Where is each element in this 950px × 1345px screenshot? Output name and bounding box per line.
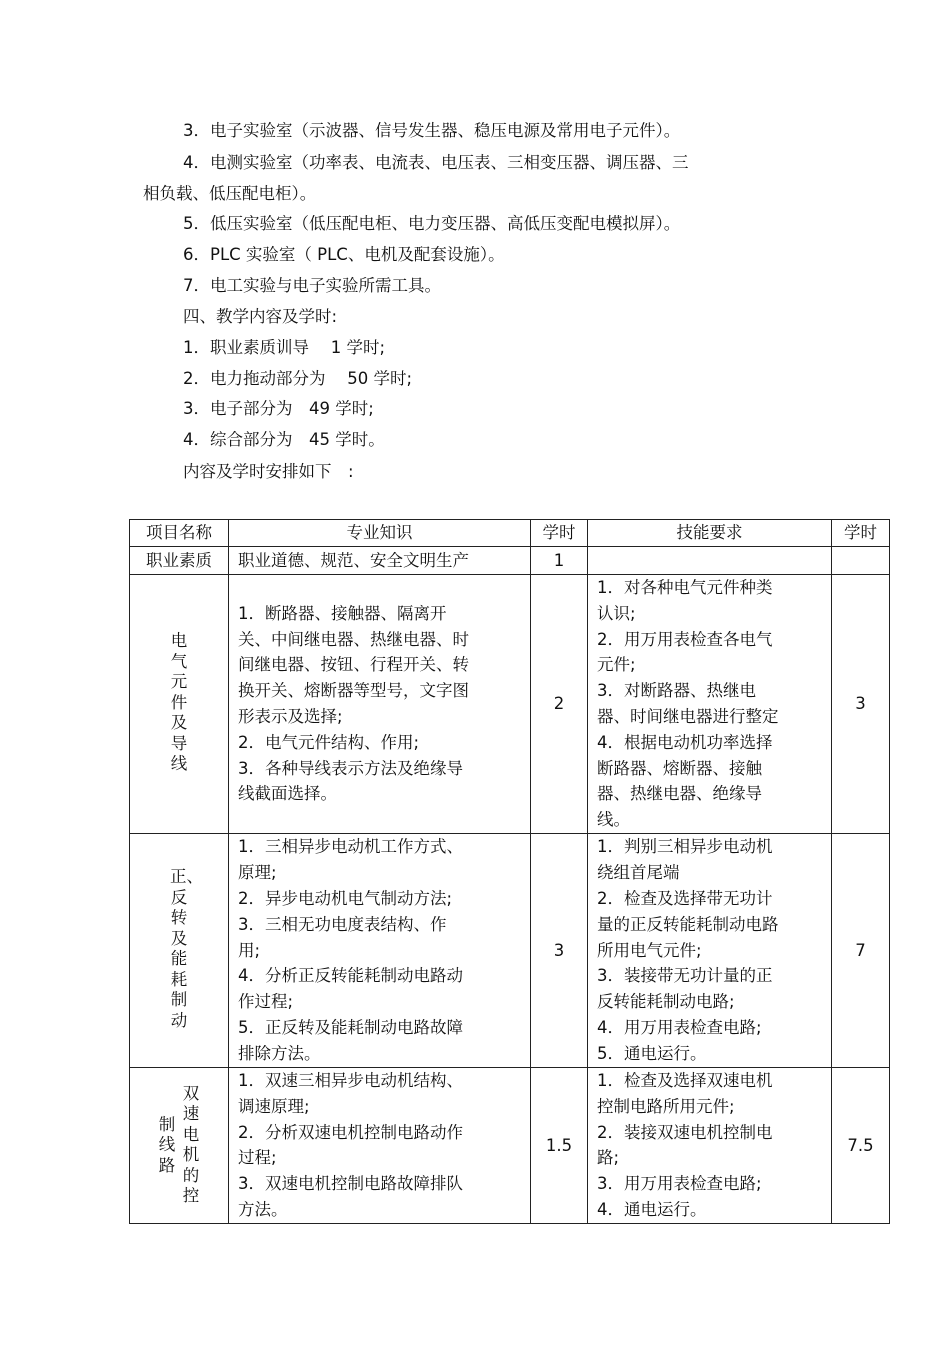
- intro-line-6: 7．电工实验与电子实验所需工具。: [183, 276, 441, 295]
- header-skills: 技能要求: [588, 520, 832, 547]
- cell-line: 间继电器、按钮、行程开关、转: [238, 655, 469, 675]
- hours-item-4: 4．综合部分为 45 学时。: [183, 430, 385, 449]
- cell-line: 线。: [597, 810, 630, 830]
- table-intro: 内容及学时安排如下 :: [183, 462, 354, 481]
- cell-line: 作过程;: [238, 992, 294, 1012]
- row2-name-text: 电气元件及导线: [170, 631, 188, 774]
- cell-line: 原理;: [238, 863, 277, 883]
- cell-line: 方法。: [238, 1200, 288, 1220]
- row3-hours: 3: [531, 833, 588, 1067]
- table-row: [130, 547, 890, 575]
- header-hours: 学时: [531, 520, 588, 547]
- cell-line: 器、时间继电器进行整定: [597, 706, 779, 726]
- schedule-table: [129, 519, 890, 1224]
- row4-name: [130, 1067, 229, 1223]
- cell-line: 2．用万用表检查各电气: [597, 629, 773, 649]
- cell-line: 3．用万用表检查电路;: [597, 1174, 762, 1194]
- cell-line: 关、中间继电器、热继电器、时: [238, 629, 469, 649]
- intro-line-5: 6．PLC 实验室（ PLC、电机及配套设施）。: [183, 245, 505, 264]
- cell-line: 4．根据电动机功率选择: [597, 732, 773, 752]
- row4-skills: [588, 1067, 832, 1223]
- table-row: [130, 833, 890, 1067]
- hours-item-1: 1．职业素质训导 1 学时;: [183, 338, 386, 357]
- table-row: [130, 1067, 890, 1223]
- row2-name: [130, 575, 229, 834]
- intro-line-2: 4．电测实验室（功率表、电流表、电压表、三相变压器、调压器、三: [183, 153, 689, 172]
- cell-line: 1．双速三相异步电动机结构、: [238, 1071, 463, 1091]
- cell-line: 1．三相异步电动机工作方式、: [238, 837, 463, 857]
- cell-line: 1．判别三相异步电动机: [597, 837, 773, 857]
- cell-line: 所用电气元件;: [597, 940, 702, 960]
- row2-skills: [588, 575, 832, 834]
- cell-line: 绕组首尾端: [597, 863, 680, 883]
- row3-name-text: 正、反转及能耗制动: [170, 867, 203, 1030]
- cell-line: 断路器、熔断器、接触: [597, 758, 762, 778]
- cell-line: 5．正反转及能耗制动电路故障: [238, 1017, 463, 1037]
- row4-name-col2: 双速电机的控: [182, 1083, 200, 1206]
- cell-line: 2．检查及选择带无功计: [597, 888, 773, 908]
- cell-line: 2．电气元件结构、作用;: [238, 732, 420, 752]
- cell-line: 换开关、熔断器等型号，文字图: [238, 681, 469, 701]
- row2-knowledge: [229, 575, 531, 834]
- cell-line: 3．三相无功电度表结构、作: [238, 914, 447, 934]
- cell-line: 3．各种导线表示方法及绝缘导: [238, 758, 463, 778]
- row4-hours: 1.5: [531, 1067, 588, 1223]
- cell-line: 1．对各种电气元件种类: [597, 578, 773, 597]
- cell-line: 过程;: [238, 1148, 277, 1168]
- intro-line-1: 3．电子实验室（示波器、信号发生器、稳压电源及常用电子元件）。: [183, 121, 681, 140]
- cell-line: 3．装接带无功计量的正: [597, 966, 773, 986]
- cell-line: 排除方法。: [238, 1043, 321, 1063]
- cell-line: 量的正反转能耗制动电路: [597, 914, 779, 934]
- row1-name: 职业素质: [130, 547, 229, 575]
- table-header-row: [130, 520, 890, 547]
- cell-line: 4．分析正反转能耗制动电路动: [238, 966, 463, 986]
- cell-line: 器、热继电器、绝缘导: [597, 784, 762, 804]
- cell-line: 4．通电运行。: [597, 1200, 707, 1220]
- header-knowledge: 专业知识: [229, 520, 531, 547]
- intro-line-3: 相负载、低压配电柜）。: [143, 184, 317, 203]
- cell-line: 控制电路所用元件;: [597, 1096, 735, 1116]
- section-heading: 四、教学内容及学时:: [183, 307, 338, 326]
- row1-hours: 1: [531, 547, 588, 575]
- cell-line: 1．断路器、接触器、隔离开: [238, 603, 447, 623]
- row2-hours: 2: [531, 575, 588, 834]
- row4-hours-2: 7.5: [832, 1067, 890, 1223]
- cell-line: 5．通电运行。: [597, 1043, 707, 1063]
- cell-line: 调速原理;: [238, 1096, 310, 1116]
- cell-line: 用;: [238, 940, 261, 960]
- cell-line: 3．双速电机控制电路故障排队: [238, 1174, 463, 1194]
- cell-line: 2．分析双速电机控制电路动作: [238, 1122, 463, 1142]
- cell-line: 形表示及选择;: [238, 706, 343, 726]
- cell-line: 认识;: [597, 603, 636, 623]
- cell-line: 线截面选择。: [238, 784, 337, 804]
- hours-item-2: 2．电力拖动部分为 50 学时;: [183, 369, 413, 388]
- row1-hours-2: [832, 547, 890, 575]
- row3-knowledge: [229, 833, 531, 1067]
- cell-line: 2．异步电动机电气制动方法;: [238, 888, 453, 908]
- row1-knowledge: 职业道德、规范、安全文明生产: [229, 547, 531, 575]
- cell-line: 反转能耗制动电路;: [597, 992, 735, 1012]
- row4-name-col1: 制线路: [158, 1114, 176, 1175]
- intro-line-4: 5．低压实验室（低压配电柜、电力变压器、高低压变配电模拟屏）。: [183, 214, 681, 233]
- row4-knowledge: [229, 1067, 531, 1223]
- row2-hours-2: 3: [832, 575, 890, 834]
- cell-line: 3．对断路器、热继电: [597, 681, 756, 701]
- row1-skills: [588, 547, 832, 575]
- header-hours-2: 学时: [832, 520, 890, 547]
- hours-item-3: 3．电子部分为 49 学时;: [183, 399, 374, 418]
- row3-skills: [588, 833, 832, 1067]
- cell-line: 4．用万用表检查电路;: [597, 1017, 762, 1037]
- header-project-name: 项目名称: [130, 520, 229, 547]
- row3-hours-2: 7: [832, 833, 890, 1067]
- cell-line: 2．装接双速电机控制电: [597, 1122, 773, 1142]
- cell-line: 元件;: [597, 655, 636, 675]
- row3-name: [130, 833, 229, 1067]
- cell-line: 路;: [597, 1148, 620, 1168]
- cell-line: 1．检查及选择双速电机: [597, 1071, 773, 1091]
- table-row: [130, 575, 890, 834]
